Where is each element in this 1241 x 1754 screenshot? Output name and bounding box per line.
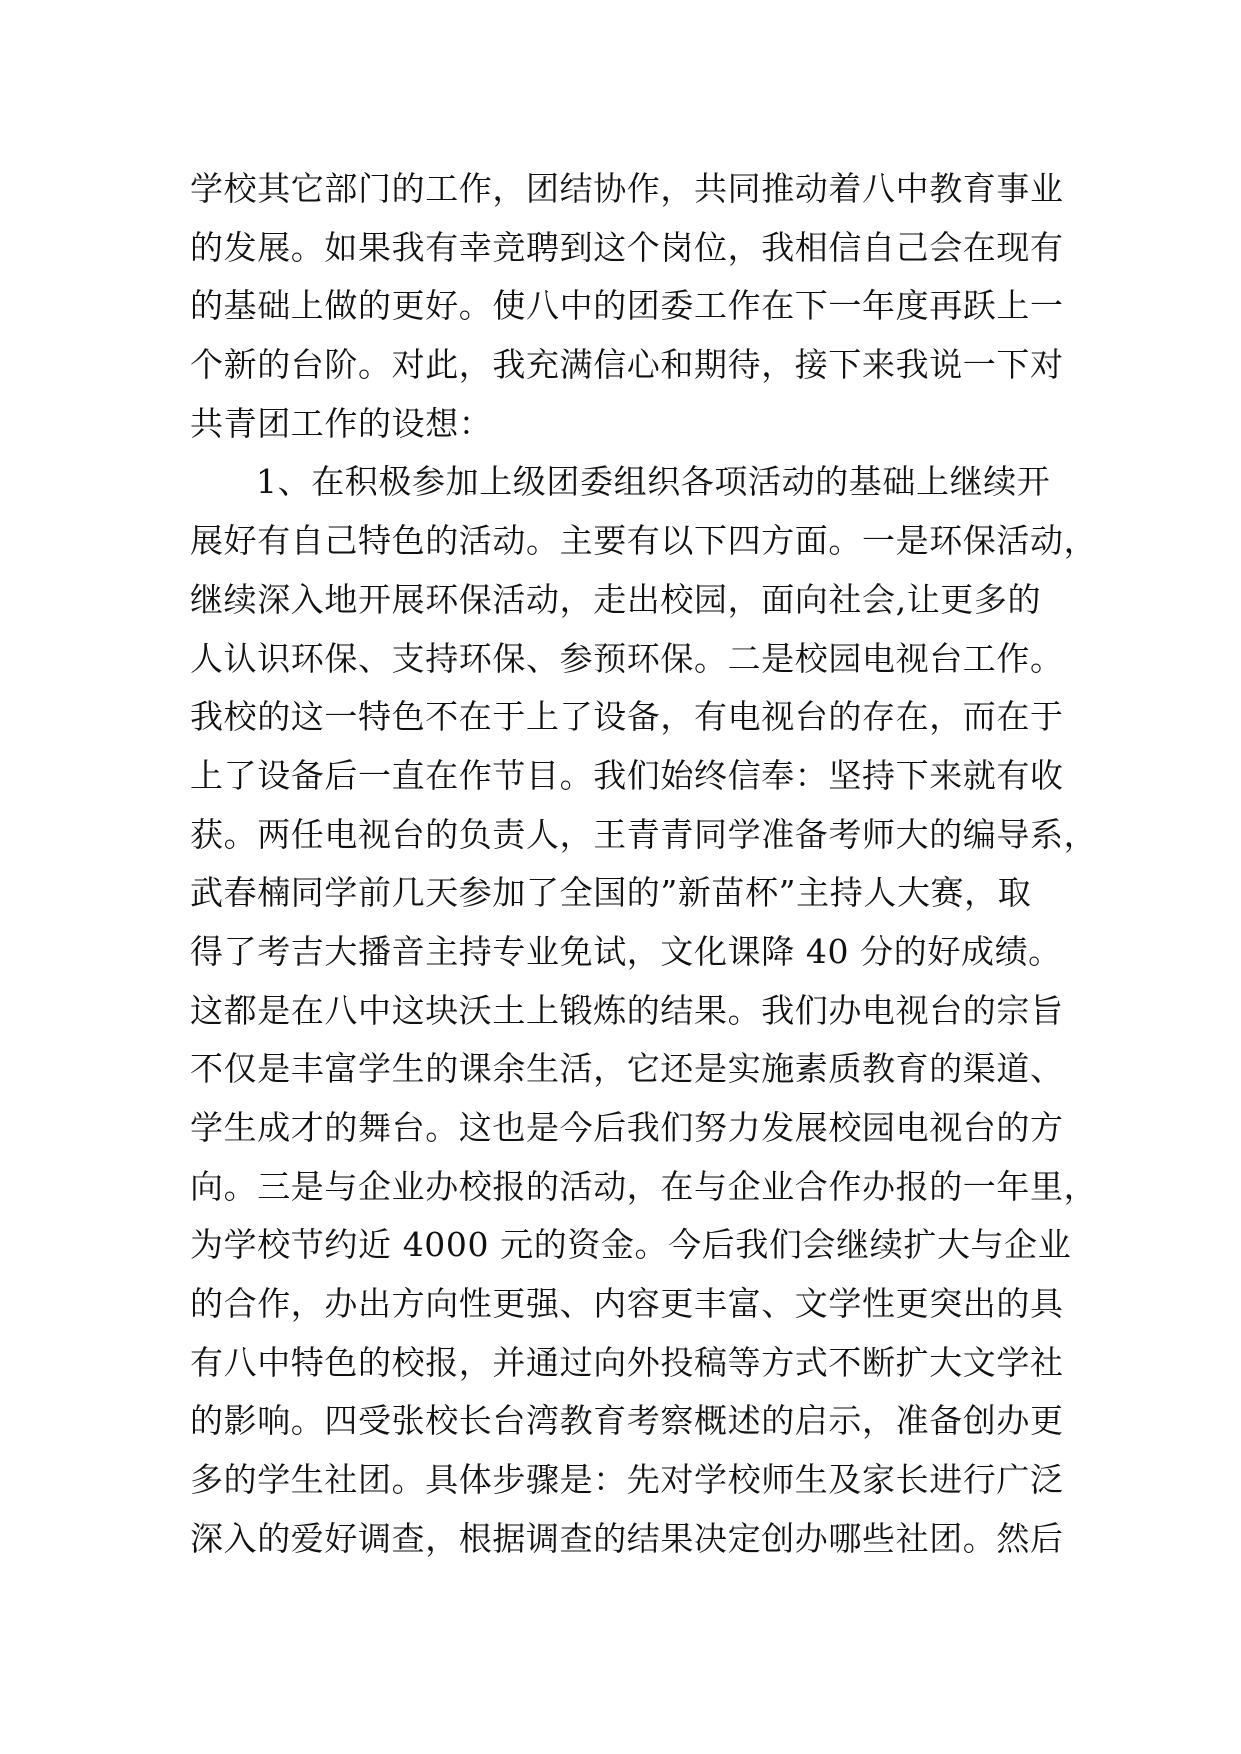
text-line: 展好有自己特色的活动。主要有以下四方面。一是环保活动， — [190, 521, 1098, 561]
text-line: 武春楠同学前几天参加了全国的”新苗杯”主持人大赛，取 — [190, 873, 1032, 913]
text-line: 的影响。四受张校长台湾教育考察概述的启示，准备创办更 — [190, 1401, 1064, 1441]
text-line: 不仅是丰富学生的课余生活，它还是实施素质教育的渠道、 — [190, 1049, 1064, 1089]
text-line: 向。三是与企业办校报的活动，在与企业合作办报的一年里， — [190, 1166, 1098, 1206]
body-text — [190, 160, 1098, 1569]
text-line: 这都是在八中这块沃土上锻炼的结果。我们办电视台的宗旨 — [190, 990, 1064, 1030]
text-line: 获。两任电视台的负责人，王青青同学准备考师大的编导系， — [190, 814, 1098, 854]
paragraph-start-line: 1、在积极参加上级团委组织各项活动的基础上继续开 — [256, 462, 1051, 502]
text-line: 多的学生社团。具体步骤是：先对学校师生及家长进行广泛 — [190, 1460, 1064, 1500]
text-line: 的合作，办出方向性更强、内容更丰富、文学性更突出的具 — [190, 1284, 1064, 1324]
text-line: 学生成才的舞台。这也是今后我们努力发展校园电视台的方 — [190, 1108, 1064, 1147]
text-line: 为学校节约近 4000 元的资金。今后我们会继续扩大与企业 — [190, 1225, 1072, 1265]
text-line: 的基础上做的更好。使八中的团委工作在下一年度再跃上一 — [190, 286, 1064, 326]
text-line: 个新的台阶。对此，我充满信心和期待，接下来我说一下对 — [190, 345, 1064, 385]
text-line: 的发展。如果我有幸竞聘到这个岗位，我相信自己会在现有 — [190, 227, 1064, 267]
text-line: 上了设备后一直在作节目。我们始终信奉：坚持下来就有收 — [190, 755, 1064, 795]
text-line: 有八中特色的校报，并通过向外投稿等方式不断扩大文学社 — [190, 1342, 1064, 1382]
text-line: 继续深入地开展环保活动，走出校园，面向社会,让更多的 — [190, 579, 1042, 619]
text-line: 我校的这一特色不在于上了设备，有电视台的存在，而在于 — [190, 697, 1064, 737]
text-line: 共青团工作的设想： — [190, 403, 493, 443]
text-line: 学校其它部门的工作，团结协作，共同推动着八中教育事业 — [190, 169, 1064, 208]
text-line: 得了考吉大播音主持专业免试，文化课降 40 分的好成绩。 — [190, 931, 1062, 971]
text-line: 人认识环保、支持环保、参预环保。二是校园电视台工作。 — [190, 638, 1064, 678]
text-line: 深入的爱好调查，根据调查的结果决定创办哪些社团。然后 — [190, 1518, 1064, 1558]
